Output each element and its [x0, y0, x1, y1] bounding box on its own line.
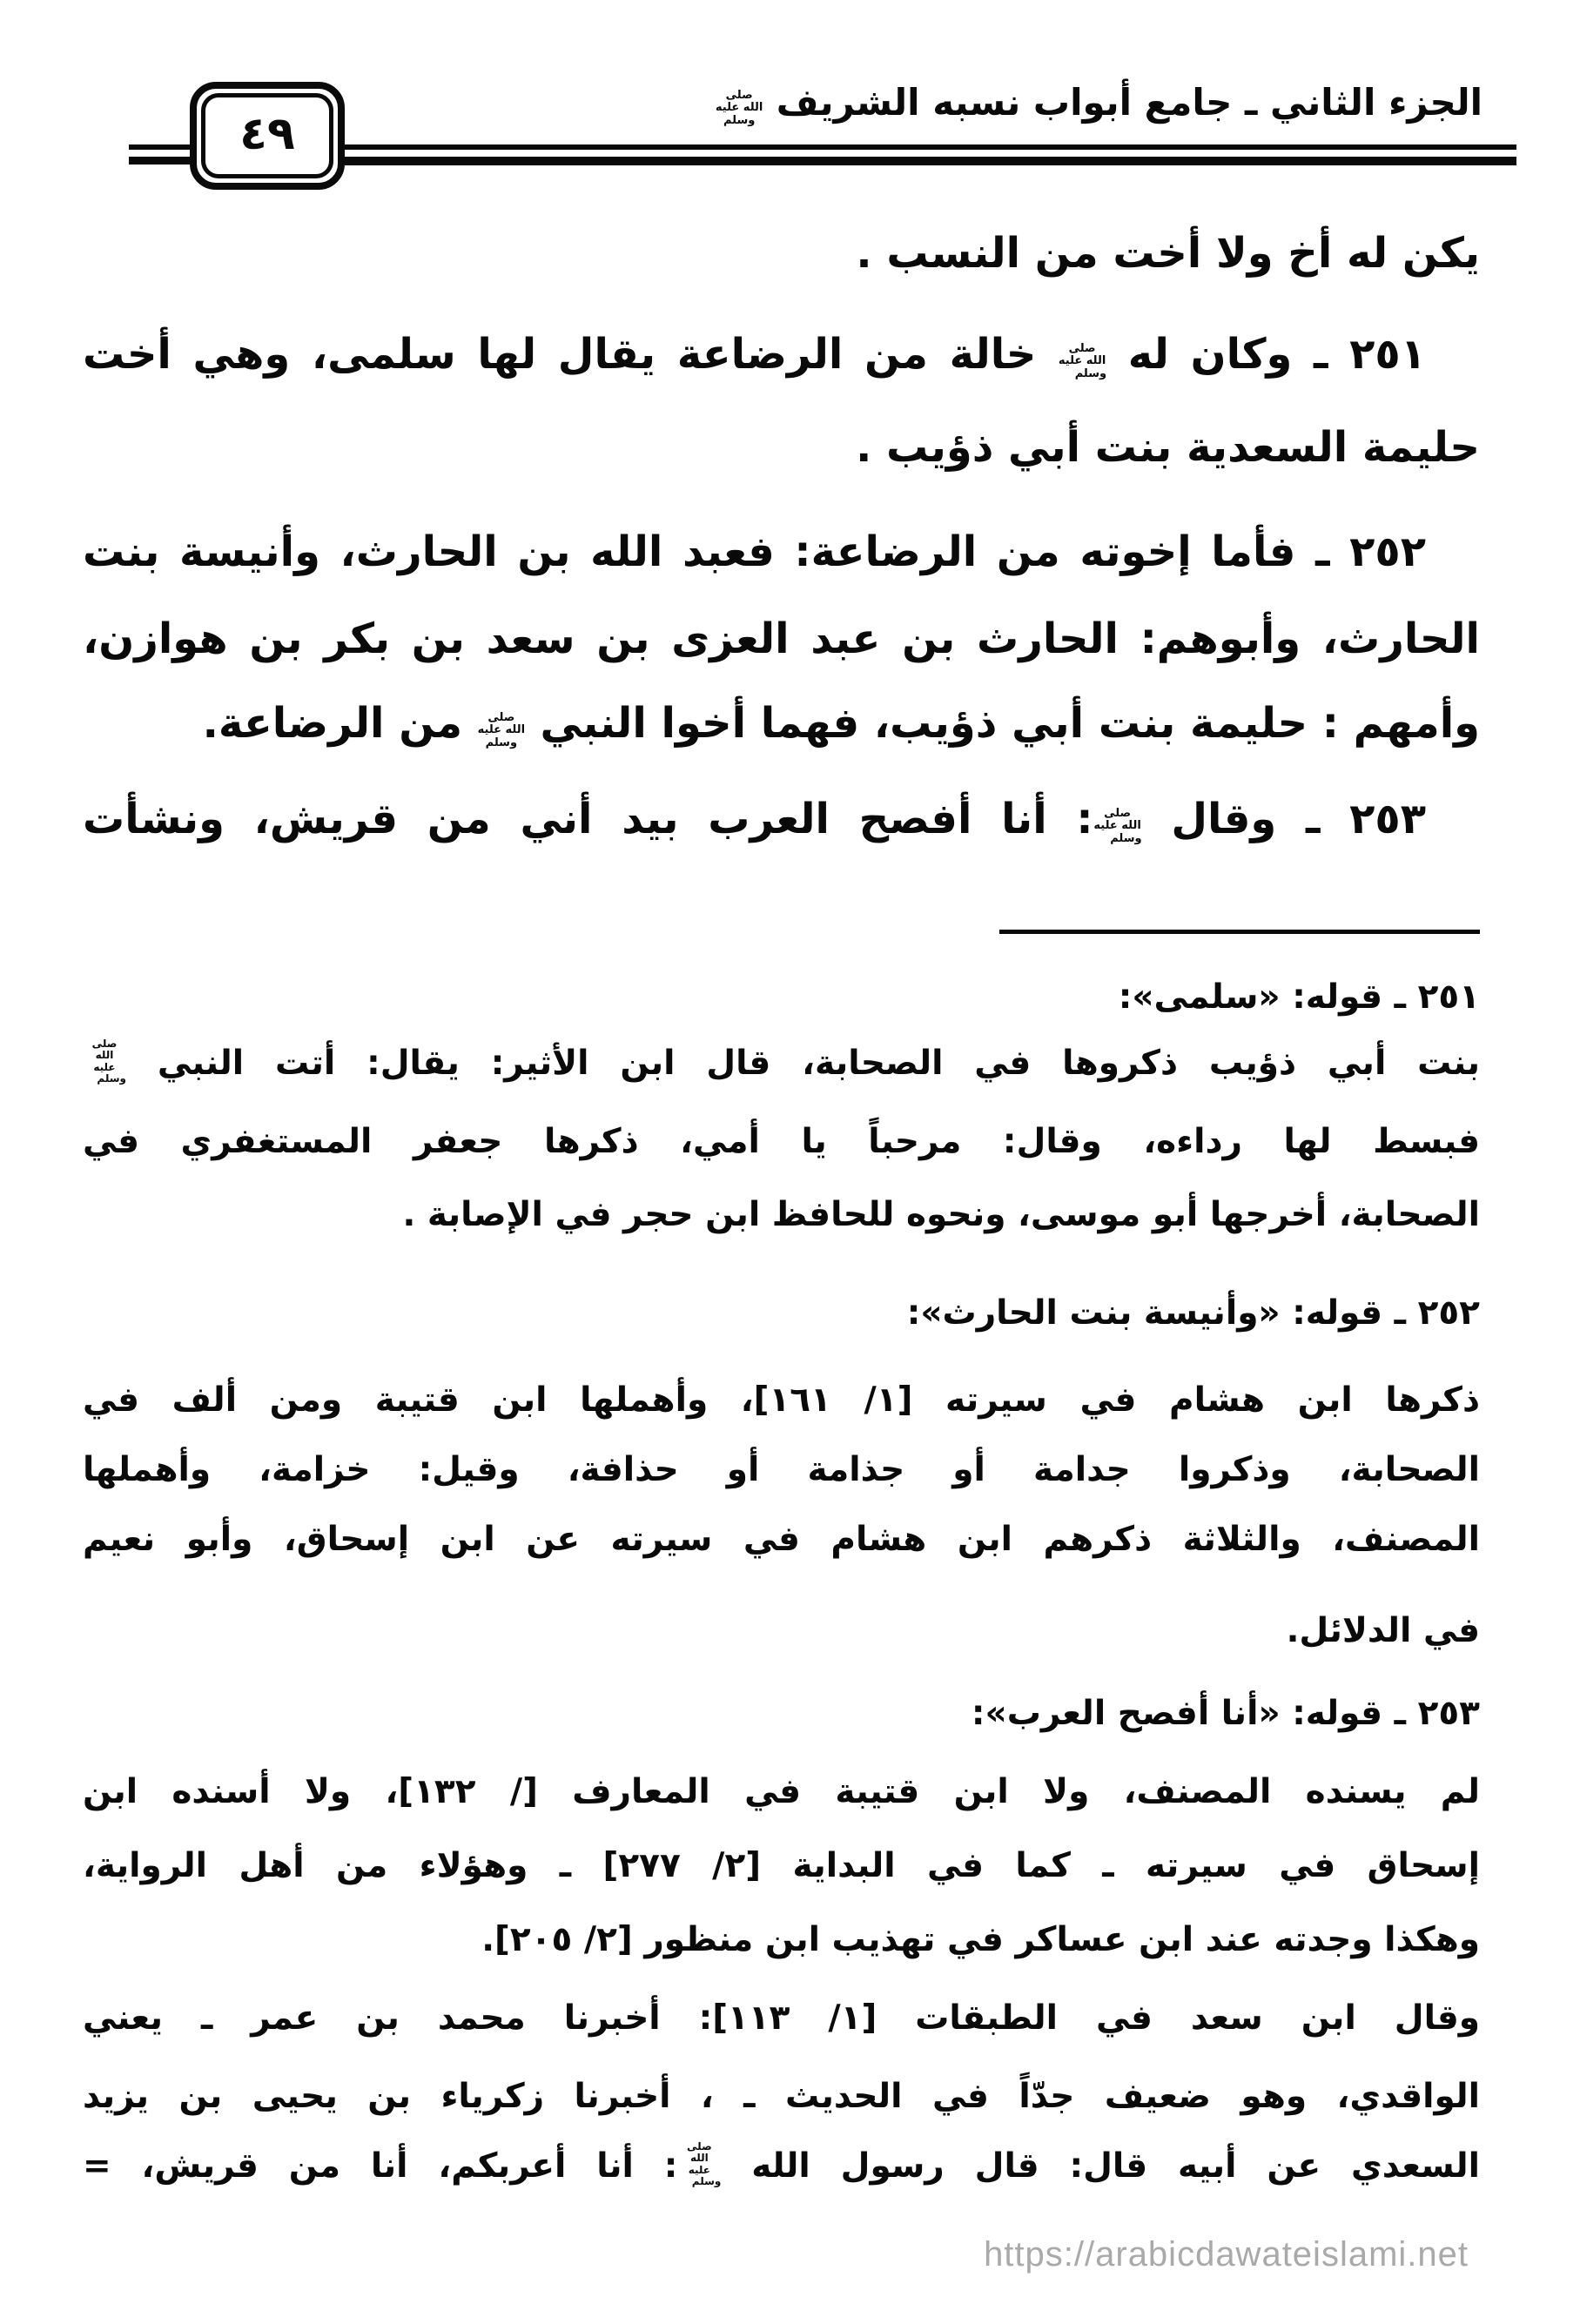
saw-honorific: صلى الله عليه وسلم	[715, 88, 763, 127]
footnote-line: الصحابة، وذكروا جدامة أو جذامة أو حذافة، وقيل: خزامة، وأهملها	[83, 1450, 1480, 1489]
footnote-line: في الدلائل.	[1286, 1611, 1480, 1650]
body-line: ٢٥٢ ـ فأما إخوته من الرضاعة: فعبد الله بن الحارث، وأنيسة بنت	[83, 527, 1426, 576]
body-line: يكن له أخ ولا أخت من النسب .	[856, 229, 1480, 278]
footnote-entry-heading: ٢٥١ ـ قوله: «سلمى»:	[1118, 977, 1480, 1017]
footnote-entry-heading: ٢٥٣ ـ قوله: «أنا أفصح العرب»:	[971, 1694, 1480, 1733]
footnote-line: ذكرها ابن هشام في سيرته [١/ ١٦١]، وأهملها ابن قتيبة ومن ألف في	[83, 1380, 1480, 1420]
footnote-line: لم يسنده المصنف، ولا ابن قتيبة في المعارف [/ ١٣٢]، ولا أسنده ابن	[83, 1772, 1480, 1811]
footnote-line: وهكذا وجدته عند ابن عساكر في تهذيب ابن منظور [٢/ ٢٠٥].	[481, 1920, 1480, 1959]
body-line: حليمة السعدية بنت أبي ذؤيب .	[856, 423, 1480, 472]
footnote-line: الواقدي، وهو ضعيف جدّاً في الحديث ـ ، أخبرنا زكرياء بن يحيى بن يزيد	[83, 2077, 1480, 2116]
body-line: وأمهم : حليمة بنت أبي ذؤيب، فهما أخوا النبي صلى الله عليه وسلم من الرضاعة.	[202, 699, 1480, 749]
saw-honorific: صلى الله عليه وسلم	[1058, 341, 1107, 380]
footnote-line: السعدي عن أبيه قال: قال رسول الله صلى الله عليه وسلم: أنا أعربكم، أنا من قريش، =	[83, 2139, 1480, 2187]
body-line: ٢٥١ ـ وكان له صلى الله عليه وسلم خالة من الرضاعة يقال لها سلمى، وهي أخت	[83, 330, 1427, 380]
footnote-line: إسحاق في سيرته ـ كما في البداية [٢/ ٢٧٧] ـ وهؤلاء من أهل الرواية،	[83, 1846, 1480, 1885]
footnote-entry-heading: ٢٥٢ ـ قوله: «وأنيسة بنت الحارث»:	[906, 1293, 1480, 1333]
footnote-line: الصحابة، أخرجها أبو موسى، ونحوه للحافظ ابن حجر في الإصابة .	[402, 1195, 1480, 1234]
saw-honorific: صلى الله عليه وسلم	[1093, 806, 1142, 845]
footnotes	[83, 0, 1480, 2324]
watermark-url: https://arabicdawateislami.net	[984, 2235, 1469, 2274]
page-header-title: الجزء الثاني ـ جامع أبواب نسبه الشريف صلى الله عليه وسلم	[715, 81, 1483, 127]
body-line: الحارث، وأبوهم: الحارث بن عبد العزى بن سعد بن بكر بن هوازن،	[83, 615, 1480, 663]
footnote-line: وقال ابن سعد في الطبقات [١/ ١١٣]: أخبرنا محمد بن عمر ـ يعني	[83, 1998, 1480, 2038]
saw-honorific: صلى الله عليه وسلم	[477, 710, 526, 749]
saw-honorific: صلى الله عليه وسلم	[687, 2139, 722, 2187]
footnote-line: بنت أبي ذؤيب ذكروها في الصحابة، قال ابن الأثير: يقال: أتت النبي صلى الله عليه وسلم	[83, 1027, 1480, 1100]
footnote-line: فبسط لها رداءه، وقال: مرحباً يا أمي، ذكرها جعفر المستغفري في	[83, 1122, 1480, 1161]
saw-honorific: صلى الله عليه وسلم	[91, 1037, 126, 1085]
footnote-line: المصنف، والثلاثة ذكرهم ابن هشام في سيرته عن ابن إسحاق، وأبو نعيم	[83, 1520, 1480, 1559]
body-line: ٢٥٣ ـ وقال صلى الله عليه وسلم: أنا أفصح العرب بيد أني من قريش، ونشأت	[83, 795, 1426, 845]
page-number: ٤٩	[239, 108, 295, 160]
